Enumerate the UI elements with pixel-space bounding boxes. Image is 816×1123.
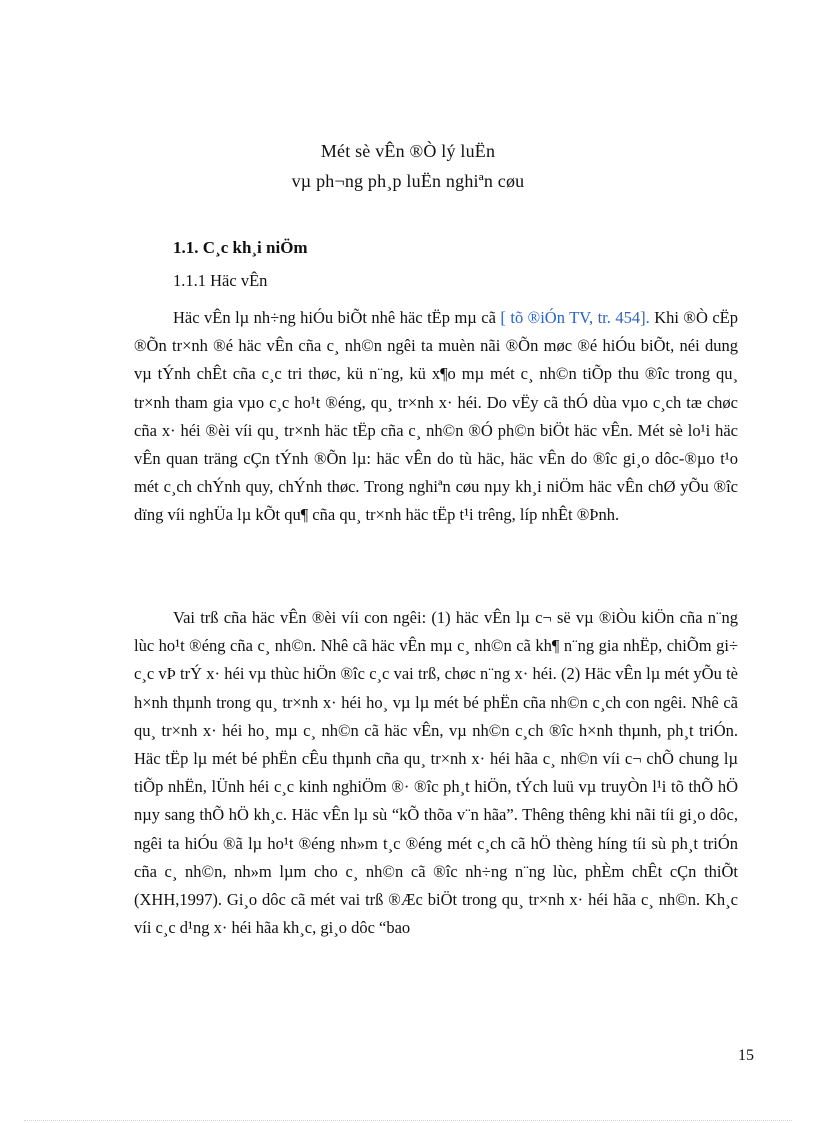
paragraph-1 (134, 304, 738, 530)
page-bottom-divider (24, 1120, 792, 1121)
page-number: 15 (738, 1047, 754, 1064)
chapter-title-line-1: Mét sè vÊn ®Ò lý luËn (320, 141, 496, 161)
paragraph-2-text: Vai trß cña häc vÊn ®èi víi con ngêi: (1) häc vÊn lµ c¬ së vµ ®iÒu kiÖn cña n¨ng lùc ho¹t ®éng cña c¸ nh©n. Nhê cã häc vÊn mµ c¸ nh©n cã kh¶ n¨ng gia nhËp, chiÕm gi÷ c¸c vÞ trÝ x· héi vµ thùc hiÖn ®îc c¸c vai trß, chøc n¨ng x· héi. (2) Häc vÊn lµ mét yÕu tè h×nh thµnh trong qu¸ tr×nh x· héi ho¸ vµ lµ mét bé phËn cña nh©n c¸ch con ngêi. Nhê cã qu¸ tr×nh x· héi ho¸ mµ c¸ nh©n cã häc vÊn, vµ nh©n c¸ch ®îc h×nh thµnh, ph¸t triÓn. Häc tËp lµ mét bé phËn cÊu thµnh cña qu¸ tr×nh x· héi hãa c¸ nh©n víi c¬ chÕ chung lµ tiÕp nhËn, lÜnh héi c¸c kinh nghiÖm ®· ®îc ph¸t hiÖn, tÝch luü vµ truyÒn l¹i tõ thÕ hÖ nµy sang thÕ hÖ kh¸c. Häc vÊn lµ sù “kÕ thõa v¨n hãa”. Thêng thêng khi nãi tíi gi¸o dôc, ngêi ta hiÓu ®ã lµ ho¹t ®éng nh»m t¸c ®éng mét c¸ch cã hÖ thèng híng tíi sù ph¸t triÓn cña c¸ nh©n, nh»m lµm cho c¸ nh©n cã ®îc nh÷ng n¨ng lùc, phÈm chÊt cÇn thiÕt (XHH,1997). Gi¸o dôc cã mét vai trß ®Æc biÖt trong qu¸ tr×nh x· héi hãa c¸ nh©n. Kh¸c víi c¸c d¹ng x· héi hãa kh¸c, gi¸o dôc “bao (134, 608, 738, 938)
paragraph-1-text-after: Khi ®Ò cËp ®Õn tr×nh ®é häc vÊn cña c¸ nh©n ngêi ta muèn nãi ®Õn møc ®é hiÓu biÕt, néi dung vµ tÝnh chÊt cña c¸c tri thøc, kü n¨ng, kü x¶o mµ mét c¸ nh©n tiÕp thu ®îc trong qu¸ tr×nh tham gia vµo c¸c ho¹t ®éng, qu¸ tr×nh x· héi. Do vËy cã thÓ dùa vµo c¸ch tæ chøc cña x· héi ®èi víi qu¸ tr×nh häc tËp cña c¸ nh©n ®Ó ph©n biÖt häc vÊn. Mét sè lo¹i häc vÊn quan träng cÇn tÝnh ®Õn lµ: häc vÊn do tù häc, häc vÊn do ®îc gi¸o dôc-®µo t¹o mét c¸ch chÝnh quy, chÝnh thøc. Trong nghiªn cøu nµy kh¸i niÖm häc vÊn chØ yÕu ®îc dïng víi nghÜa lµ kÕt qu¶ cña qu¸ tr×nh häc tËp t¹i trêng, líp nhÊt ®Þnh. (134, 308, 738, 525)
paragraph-1-text-before: Häc vÊn lµ nh÷ng hiÓu biÕt nhê häc tËp mµ cã (173, 308, 501, 327)
section-heading: 1.1. C¸c kh¸i niÖm (173, 238, 308, 257)
citation-link[interactable]: [ tõ ®iÓn TV, tr. 454]. (500, 308, 650, 327)
paragraph-2 (134, 604, 738, 942)
chapter-title-line-2: vµ ph¬ng ph¸p luËn nghiªn cøu (291, 171, 525, 191)
subsection-heading: 1.1.1 Häc vÊn (173, 271, 268, 290)
